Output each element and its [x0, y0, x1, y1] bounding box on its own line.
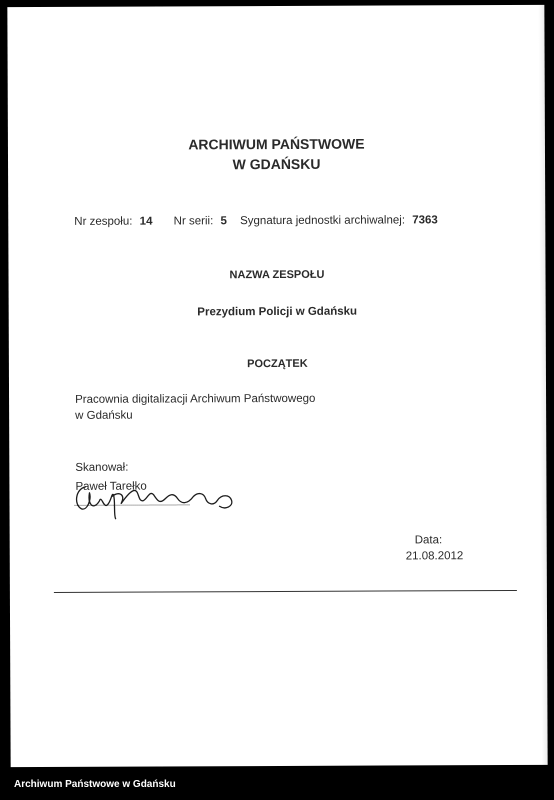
- date-label: Data:: [414, 534, 443, 547]
- scanned-by-label: Skanował:: [75, 461, 129, 474]
- date-value: 21.08.2012: [405, 550, 464, 563]
- unit-signature-value: 7363: [412, 214, 438, 227]
- handwritten-signature: [67, 474, 247, 525]
- sheet-edge-shadow: [538, 5, 547, 765]
- footer-caption: Archiwum Państwowe w Gdańsku: [14, 779, 176, 790]
- scanned-by-name: Paweł Tarełko: [75, 480, 147, 493]
- unit-signature-label: Sygnatura jednostki archiwalnej:: [240, 214, 406, 228]
- fonds-number-label: Nr zespołu:: [74, 215, 133, 228]
- archive-title-line2: W GDAŃSKU: [232, 155, 321, 173]
- fonds-number-value: 14: [139, 215, 153, 228]
- archive-title-line1: ARCHIWUM PAŃSTWOWE: [188, 135, 365, 153]
- start-text-line1: Pracownia digitalizacji Archiwum Państwowego: [75, 392, 316, 406]
- horizontal-rule: [54, 590, 517, 593]
- archival-metadata-row: [74, 214, 442, 228]
- fonds-name-value: Prezydium Policji w Gdańsku: [197, 305, 358, 319]
- series-number-label: Nr serii:: [173, 215, 214, 228]
- fonds-name-heading: NAZWA ZESPOŁU: [229, 268, 325, 282]
- start-heading: POCZĄTEK: [247, 357, 308, 371]
- start-text-line2: w Gdańsku: [75, 409, 133, 422]
- series-number-value: 5: [220, 215, 227, 228]
- document-sheet: [7, 5, 547, 767]
